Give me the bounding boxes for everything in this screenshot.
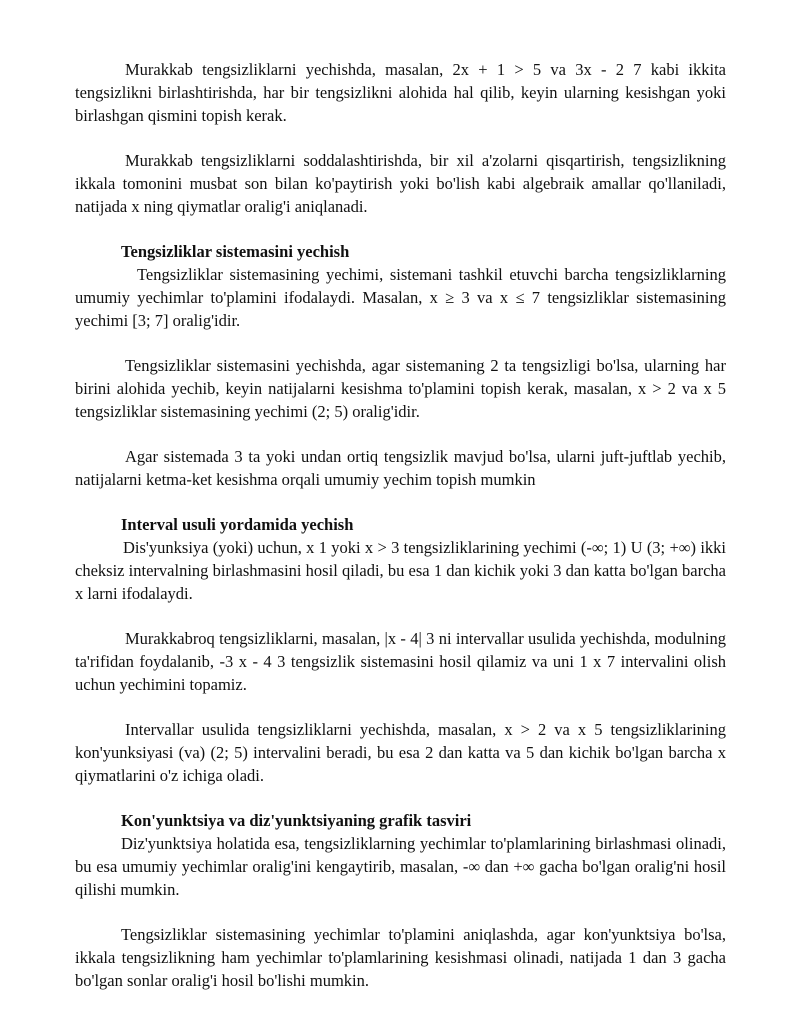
paragraph-conjunction-interval: Intervallar usulida tengsizliklarni yechishda, masalan, x > 2 va x 5 tengsizliklarining kon'yunksiyasi (va) (2; 5) intervalini beradi, bu esa 2 dan katta va 5 dan kichik bo'lgan barcha x qiymatlarini o'z ichiga oladi. <box>75 720 726 785</box>
paragraph-two-inequalities: Tengsizliklar sistemasini yechishda, agar sistemaning 2 ta tengsizligi bo'lsa, ularning har birini alohida yechib, keyin natijalarni kesishma to'plamini topish kerak, masalan, x > 2 va x 5 tengsizliklar sistemasining yechimi (2; 5) oralig'idir. <box>75 356 726 421</box>
heading-interval-method: Interval usuli yordamida yechish <box>121 515 354 534</box>
paragraph-simplification: Murakkab tengsizliklarni soddalashtirishda, bir xil a'zolarni qisqartirish, tengsizlikning ikkala tomonini musbat son bilan ko'paytirish yoki bo'lish kabi algebraik amallar qo'llaniladi, natijada x ning qiymatlar oralig'i aniqlanadi. <box>75 151 726 216</box>
paragraph-compound-inequalities: Murakkab tengsizliklarni yechishda, masalan, 2x + 1 > 5 va 3x - 2 7 kabi ikkita tengsizlikni birlashtirishda, har bir tengsizlikni alohida hal qilib, keyin ularning kesishgan yoki birlashgan qismini topish kerak. <box>75 60 726 125</box>
paragraph-conjunction-intersection: Tengsizliklar sistemasining yechimlar to'plamini aniqlashda, agar kon'yunktsiya bo'lsa, ikkala tengsizlikning ham yechimlar to'plamlarining kesishmasi olinadi, natijada 1 dan 3 gacha bo'lgan sonlar oralig'i hosil bo'lishi mumkin. <box>75 925 726 990</box>
paragraph-disjunction-union: Diz'yunktsiya holatida esa, tengsizliklarning yechimlar to'plamlarining birlashmasi olinadi, bu esa umumiy yechimlar oralig'ini kengaytirib, masalan, -∞ dan +∞ gacha bo'lgan oralig'ni hosil qilishi mumkin. <box>75 834 726 899</box>
paragraph-system-solution: Tengsizliklar sistemasining yechimi, sistemani tashkil etuvchi barcha tengsizliklarning umumiy yechimlar to'plamini ifodalaydi. Masalan, x ≥ 3 va x ≤ 7 tengsizliklar sistemasining yechimi [3; 7] oralig'idir. <box>75 265 726 330</box>
heading-graphical-representation: Kon'yunktsiya va diz'yunktsiyaning grafik tasviri <box>121 811 472 830</box>
paragraph-modulus-example: Murakkabroq tengsizliklarni, masalan, |x - 4| 3 ni intervallar usulida yechishda, modulning ta'rifidan foydalanib, -3 x - 4 3 tengsizlik sistemasini hosil qilamiz va uni 1 x 7 intervalini olish uchun yechimini topamiz. <box>75 629 726 694</box>
document-page <box>75 58 726 992</box>
paragraph-disjunction: Dis'yunksiya (yoki) uchun, x 1 yoki x > 3 tengsizliklarining yechimi (-∞; 1) U (3; +∞) ikki cheksiz intervalning birlashmasini hosil qiladi, bu esa 1 dan kichik yoki 3 dan katta bo'lgan barcha x larni ifodalaydi. <box>75 538 726 603</box>
heading-system-of-inequalities: Tengsizliklar sistemasini yechish <box>121 242 350 261</box>
paragraph-three-or-more: Agar sistemada 3 ta yoki undan ortiq tengsizlik mavjud bo'lsa, ularni juft-juftlab yechib, natijalarni ketma-ket kesishma orqali umumiy yechim topish mumkin <box>75 447 726 489</box>
